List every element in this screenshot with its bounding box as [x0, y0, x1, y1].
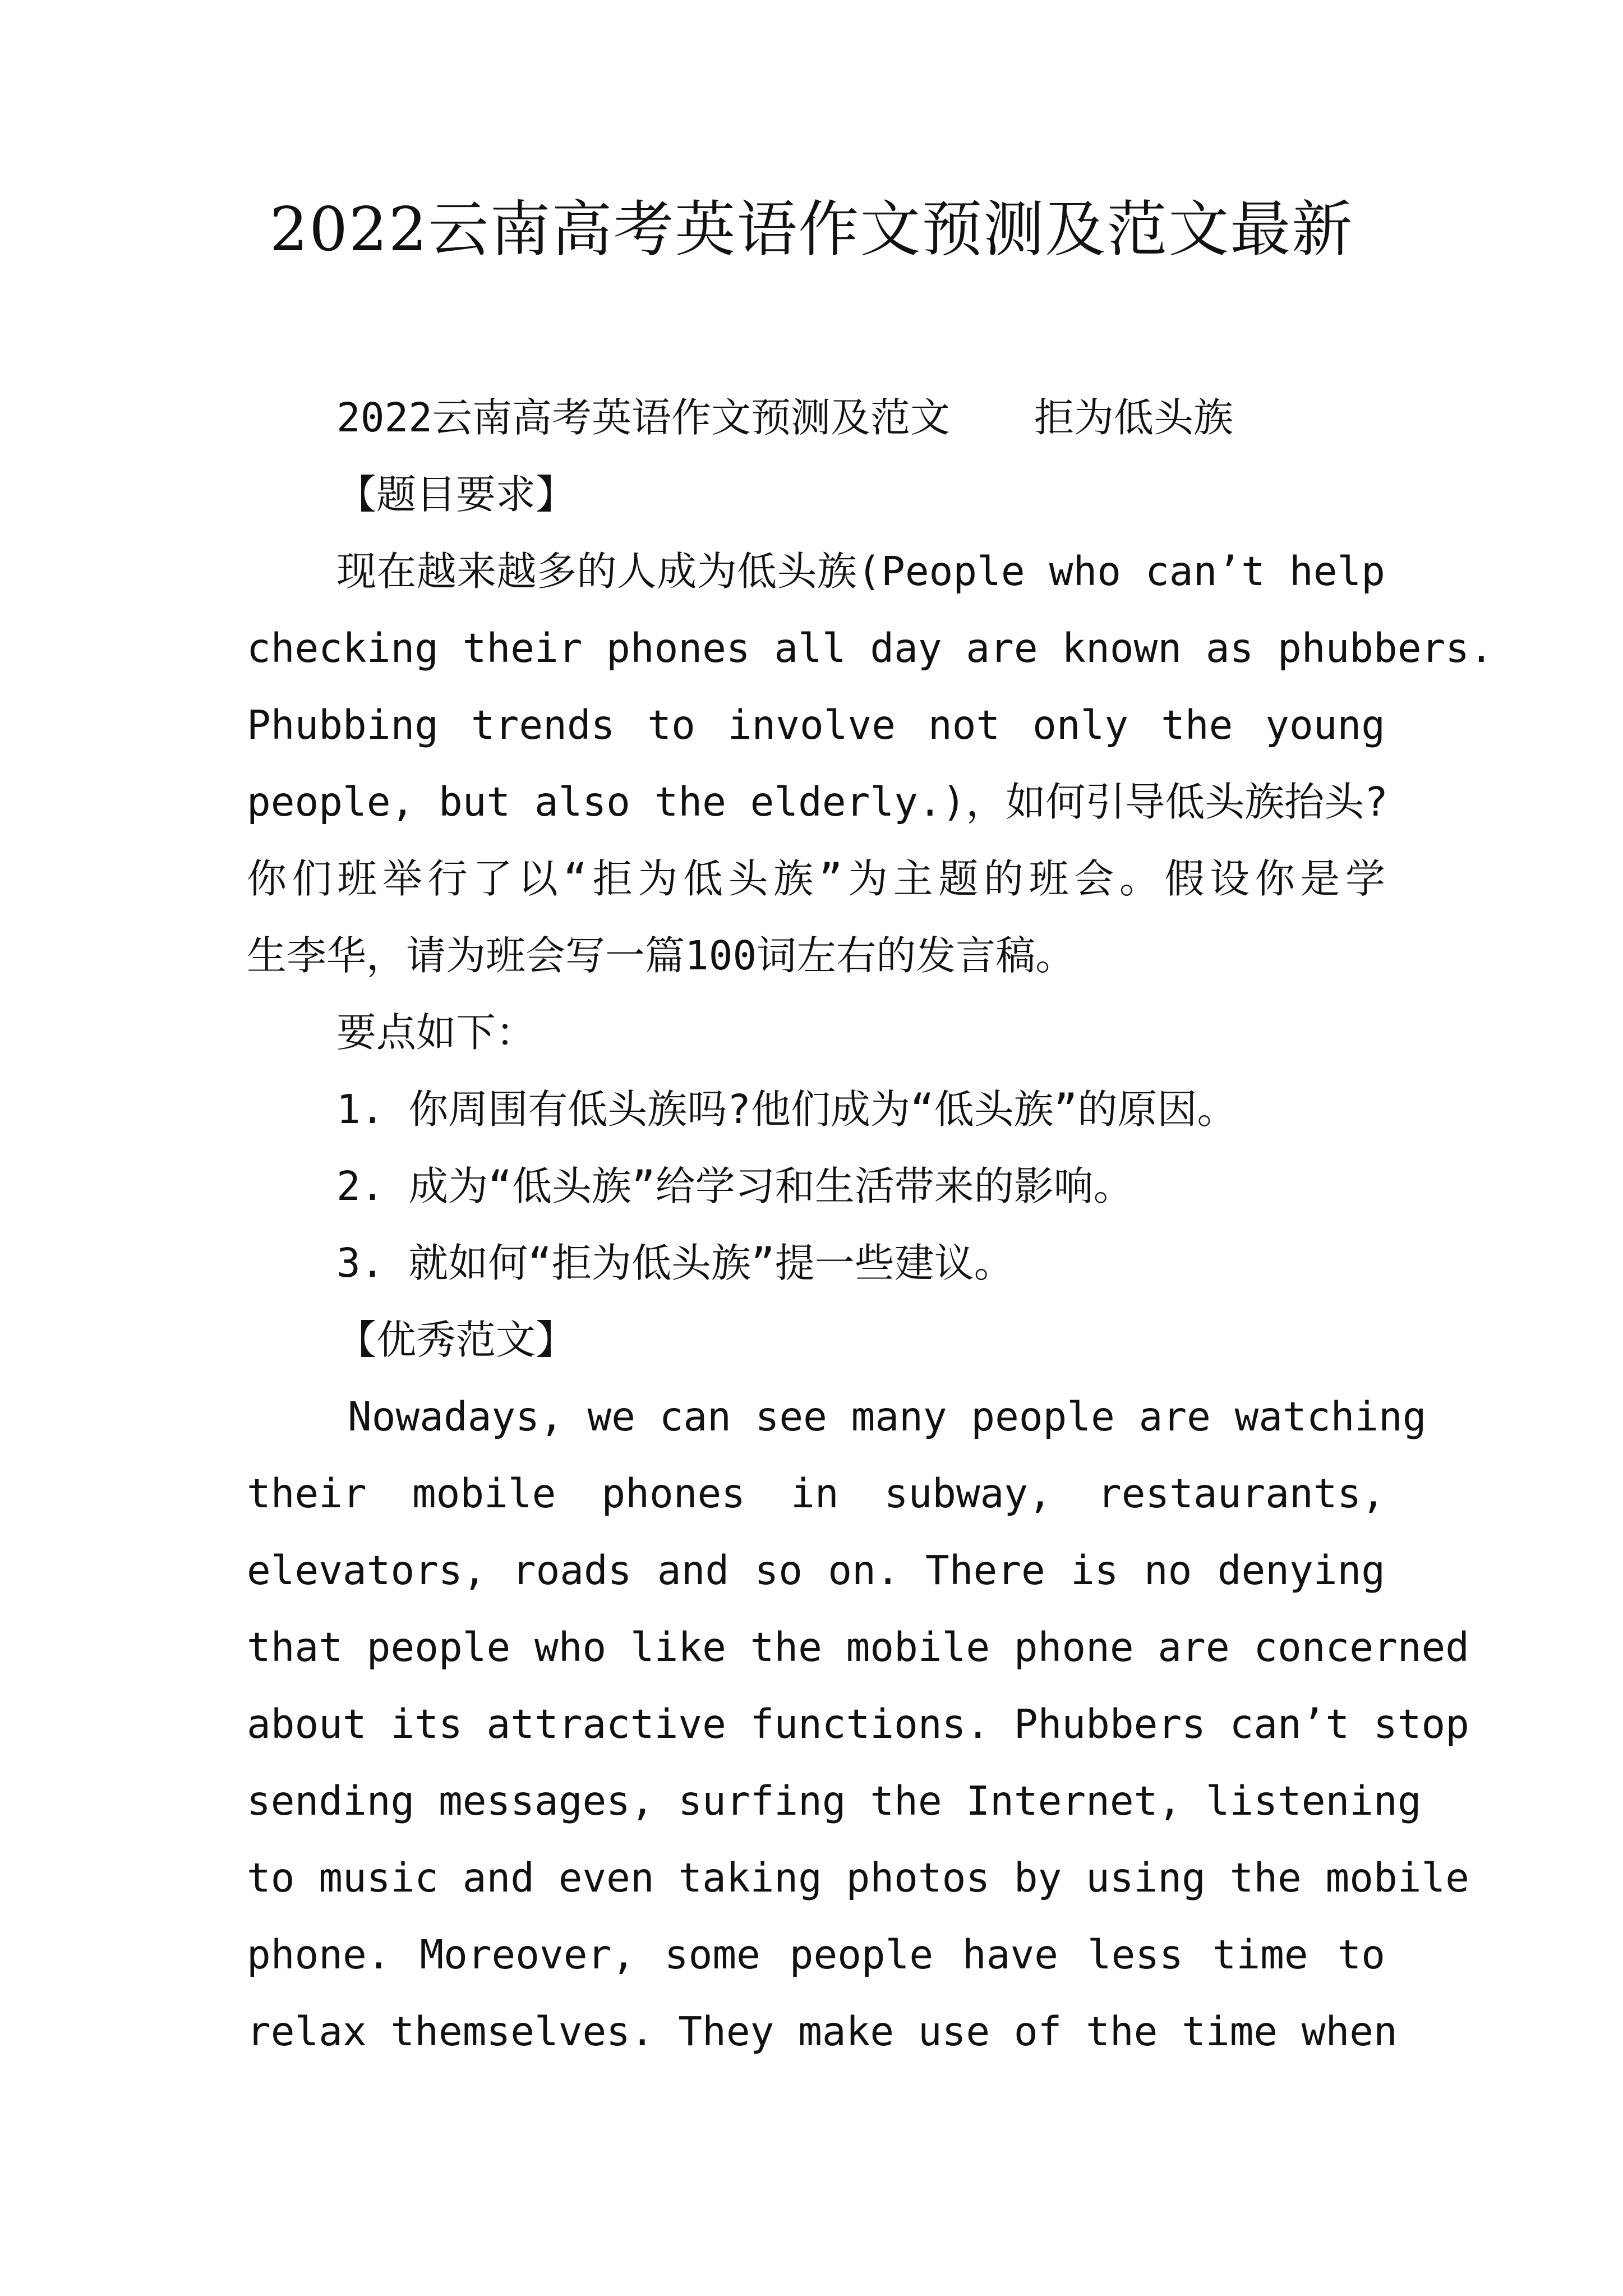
- point-item: 2. 成为“低头族”给学习和生活带来的影响。: [336, 1163, 1133, 1209]
- requirements-line: Phubbing trends to involve not only the young: [247, 702, 1385, 748]
- essay-line: Nowadays, we can see many people are watching: [348, 1393, 1427, 1440]
- essay-line: phone. Moreover, some people have less time to: [247, 1931, 1385, 1978]
- subtitle-right: 拒为低头族: [1034, 394, 1233, 441]
- essay-line: their mobile phones in subway, restaurants,: [247, 1470, 1385, 1517]
- requirements-heading: 【题目要求】: [336, 471, 576, 518]
- requirements-line: people, but also the elderly.)，如何引导低头族抬头?: [247, 779, 1389, 825]
- requirements-line: 现在越来越多的人成为低头族(People who can’t help: [336, 548, 1385, 595]
- point-item: 3. 就如何“拒为低头族”提一些建议。: [336, 1240, 1014, 1286]
- document-title: 2022云南高考英语作文预测及范文最新: [269, 195, 1354, 265]
- requirements-line: checking their phones all day are known as phubbers.: [247, 625, 1493, 671]
- essay-line: sending messages, surfing the Internet, listening: [247, 1778, 1422, 1824]
- essay-line: relax themselves. They make use of the time when: [247, 2008, 1398, 2055]
- requirements-line: 你们班举行了以“拒为低头族”为主题的班会。假设你是学: [247, 855, 1385, 902]
- essay-line: that people who like the mobile phone are concerned: [247, 1624, 1470, 1671]
- essay-line: to music and even taking photos by using the mobile: [247, 1855, 1470, 1901]
- essay-line: elevators, roads and so on. There is no denying: [247, 1547, 1385, 1594]
- essay-heading: 【优秀范文】: [336, 1317, 576, 1363]
- points-heading: 要点如下：: [336, 1009, 536, 1056]
- essay-line: about its attractive functions. Phubbers can’t stop: [247, 1701, 1470, 1747]
- subtitle-line: [336, 379, 1385, 456]
- requirements-line: 生李华，请为班会写一篇100词左右的发言稿。: [247, 932, 1076, 979]
- subtitle-left: 2022云南高考英语作文预测及范文: [336, 394, 950, 441]
- point-item: 1. 你周围有低头族吗?他们成为“低头族”的原因。: [336, 1086, 1237, 1133]
